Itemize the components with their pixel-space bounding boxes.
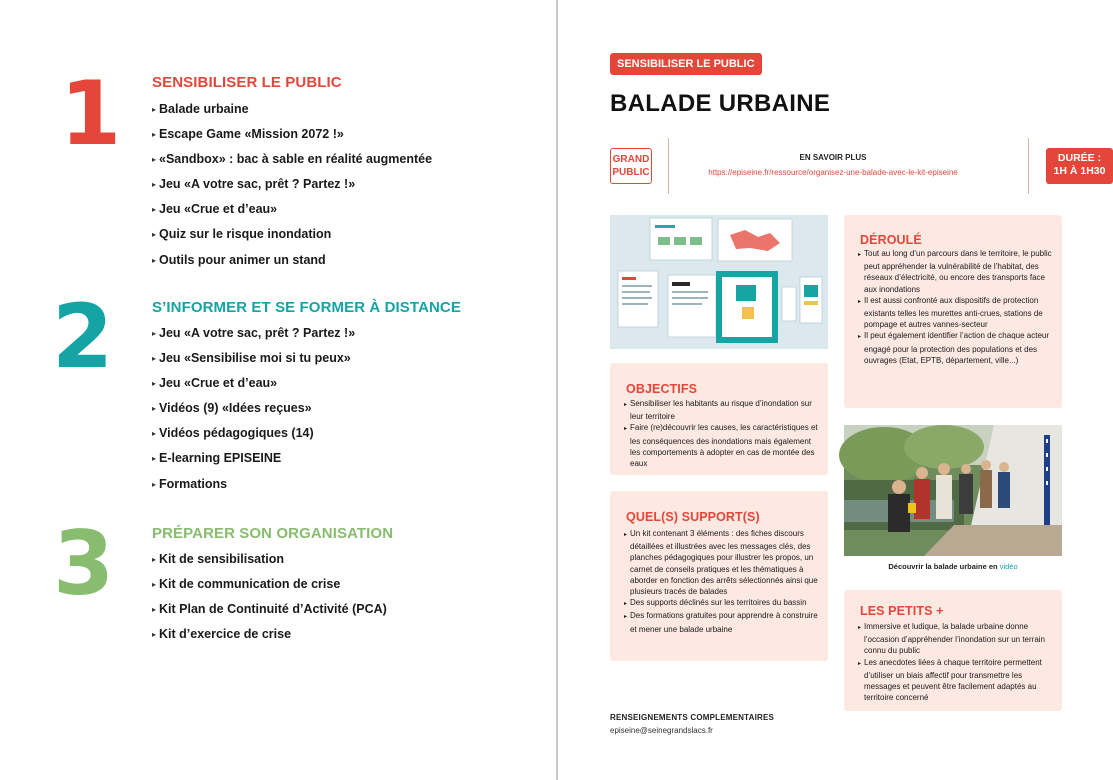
section-number-3: 3 — [53, 512, 115, 615]
deroule-box — [844, 215, 1062, 408]
section-title-3: PRÉPARER SON ORGANISATION — [152, 525, 394, 542]
list-item: ▸ Il est aussi confronté aux dispositifs de protection existants telles les murettes anti-crues, stations de pompage et autres vannes-secteur — [858, 295, 1043, 330]
supports-list — [624, 528, 818, 635]
list-item: ▸ Des supports déclinés sur les territoires du bassin — [624, 598, 807, 608]
list-item: ▸ Des formations gratuites pour apprendre à construire et mener une balade urbaine — [624, 611, 818, 634]
walk-photo-drawing — [844, 425, 1062, 556]
list-item[interactable]: ▸ Vidéos pédagogiques (14) — [152, 426, 314, 441]
list-item[interactable]: ▸ Balade urbaine — [152, 102, 249, 116]
category-tag: SENSIBILISER LE PUBLIC — [610, 53, 762, 75]
supports-box — [610, 491, 828, 661]
petits-box — [844, 590, 1062, 711]
list-item[interactable]: ▸ Outils pour animer un stand — [152, 252, 326, 267]
contact-email[interactable]: episeine@seinegrandslacs.fr — [610, 726, 713, 735]
section-1-list — [152, 101, 432, 277]
petits-title: LES PETITS + — [860, 604, 944, 618]
divider — [1028, 138, 1029, 194]
kit-illustration-drawing — [610, 215, 828, 349]
list-item[interactable]: ▸ Jeu «A votre sac, prêt ? Partez !» — [152, 326, 356, 340]
list-item: ▸ Les anecdotes liées à chaque territoire permettent d’utiliser un biais affectif pour transmettre les messages et peuvent être facilement adaptés au territoire concerné — [858, 657, 1042, 703]
list-item[interactable]: ▸ Kit de sensibilisation — [152, 552, 285, 566]
list-item[interactable]: ▸ E-learning EPISEINE — [152, 451, 282, 466]
list-item[interactable]: ▸ Jeu «Sensibilise moi si tu peux» — [152, 351, 351, 366]
list-item[interactable]: ▸ Kit Plan de Continuité d’Activité (PCA) — [152, 602, 387, 617]
divider — [668, 138, 669, 194]
deroule-title: DÉROULÉ — [860, 233, 922, 247]
list-item[interactable]: ▸ Quiz sur le risque inondation — [152, 227, 332, 242]
list-item[interactable]: ▸ Jeu «Crue et d’eau» — [152, 202, 278, 217]
list-item: ▸ Sensibiliser les habitants au risque d’inondation sur leur territoire — [624, 399, 812, 422]
objectifs-title: OBJECTIFS — [626, 382, 698, 396]
extra-info-title: RENSEIGNEMENTS COMPLEMENTAIRES — [610, 713, 775, 722]
section-number-1: 1 — [60, 62, 122, 165]
walk-photo — [844, 425, 1062, 556]
list-item: ▸ Faire (re)découvrir les causes, les caractéristiques et les conséquences des inondations mais également les comportements à adopter en cas de montée des eaux — [624, 423, 818, 469]
list-item: ▸ Tout au long d’un parcours dans le territoire, le public peut appréhender la vulnérabilité de l’habitat, des réseaux d’électricité, ou encore des transports face aux inondations — [858, 249, 1052, 294]
right-page — [558, 0, 1106, 780]
left-page — [0, 0, 556, 780]
supports-title: QUEL(S) SUPPORT(S) — [626, 510, 760, 524]
list-item[interactable]: ▸ Jeu «A votre sac, prêt ? Partez !» — [152, 177, 356, 192]
video-link[interactable]: vidéo — [999, 562, 1018, 571]
deroule-list — [858, 248, 1054, 366]
list-item[interactable]: ▸ Vidéos (9) «Idées reçues» — [152, 401, 312, 416]
info-row — [610, 138, 1106, 194]
list-item[interactable]: ▸ Jeu «Crue et d’eau» — [152, 376, 278, 391]
learn-more-link[interactable]: https://episeine.fr/ressource/organisez-une-balade-avec-le-kit-episeine — [708, 168, 958, 177]
section-number-2: 2 — [52, 285, 114, 388]
list-item[interactable]: ▸ «Sandbox» : bac à sable en réalité augmentée — [152, 152, 433, 167]
list-item[interactable]: ▸ Kit d’exercice de crise — [152, 627, 292, 642]
kit-illustration — [610, 215, 828, 349]
list-item: ▸ Un kit contenant 3 éléments : des fiches discours détaillées et illustrées avec les messages clés, des planches pédagogiques pour illustrer les propos, un carnet de conseils pratiques et les thématiques à aborder en fonction des arrêts sélectionnés ainsi que plusieurs tracés de balades — [624, 529, 818, 597]
page-title: BALADE URBAINE — [610, 90, 831, 117]
audience-badge: GRAND PUBLIC — [610, 148, 652, 184]
list-item: ▸ Immersive et ludique, la balade urbaine donne l’occasion d’appréhender l’inondation sur un terrain connu du public — [858, 622, 1046, 656]
photo-caption: Découvrir la balade urbaine en vidéo — [888, 562, 1018, 571]
list-item[interactable]: ▸ Escape Game «Mission 2072 !» — [152, 127, 344, 142]
section-title-1: SENSIBILISER LE PUBLIC — [152, 74, 342, 91]
list-item[interactable]: ▸ Formations — [152, 476, 228, 491]
list-item: ▸ Il peut également identifier l’action de chaque acteur engagé pour la protection des populations et des ouvrages (Etat, EPTB, département, ville...) — [858, 331, 1050, 365]
objectifs-box — [610, 363, 828, 475]
objectifs-list — [624, 398, 818, 469]
section-2-list — [152, 325, 355, 501]
learn-more-label: EN SAVOIR PLUS — [799, 153, 867, 162]
section-3-list — [152, 551, 387, 651]
list-item[interactable]: ▸ Kit de communication de crise — [152, 577, 341, 592]
section-title-2: S’INFORMER ET SE FORMER À DISTANCE — [152, 299, 461, 316]
learn-more-block — [692, 153, 974, 177]
duration-badge: DURÉE : 1H À 1H30 — [1046, 148, 1113, 184]
petits-list — [858, 621, 1054, 703]
